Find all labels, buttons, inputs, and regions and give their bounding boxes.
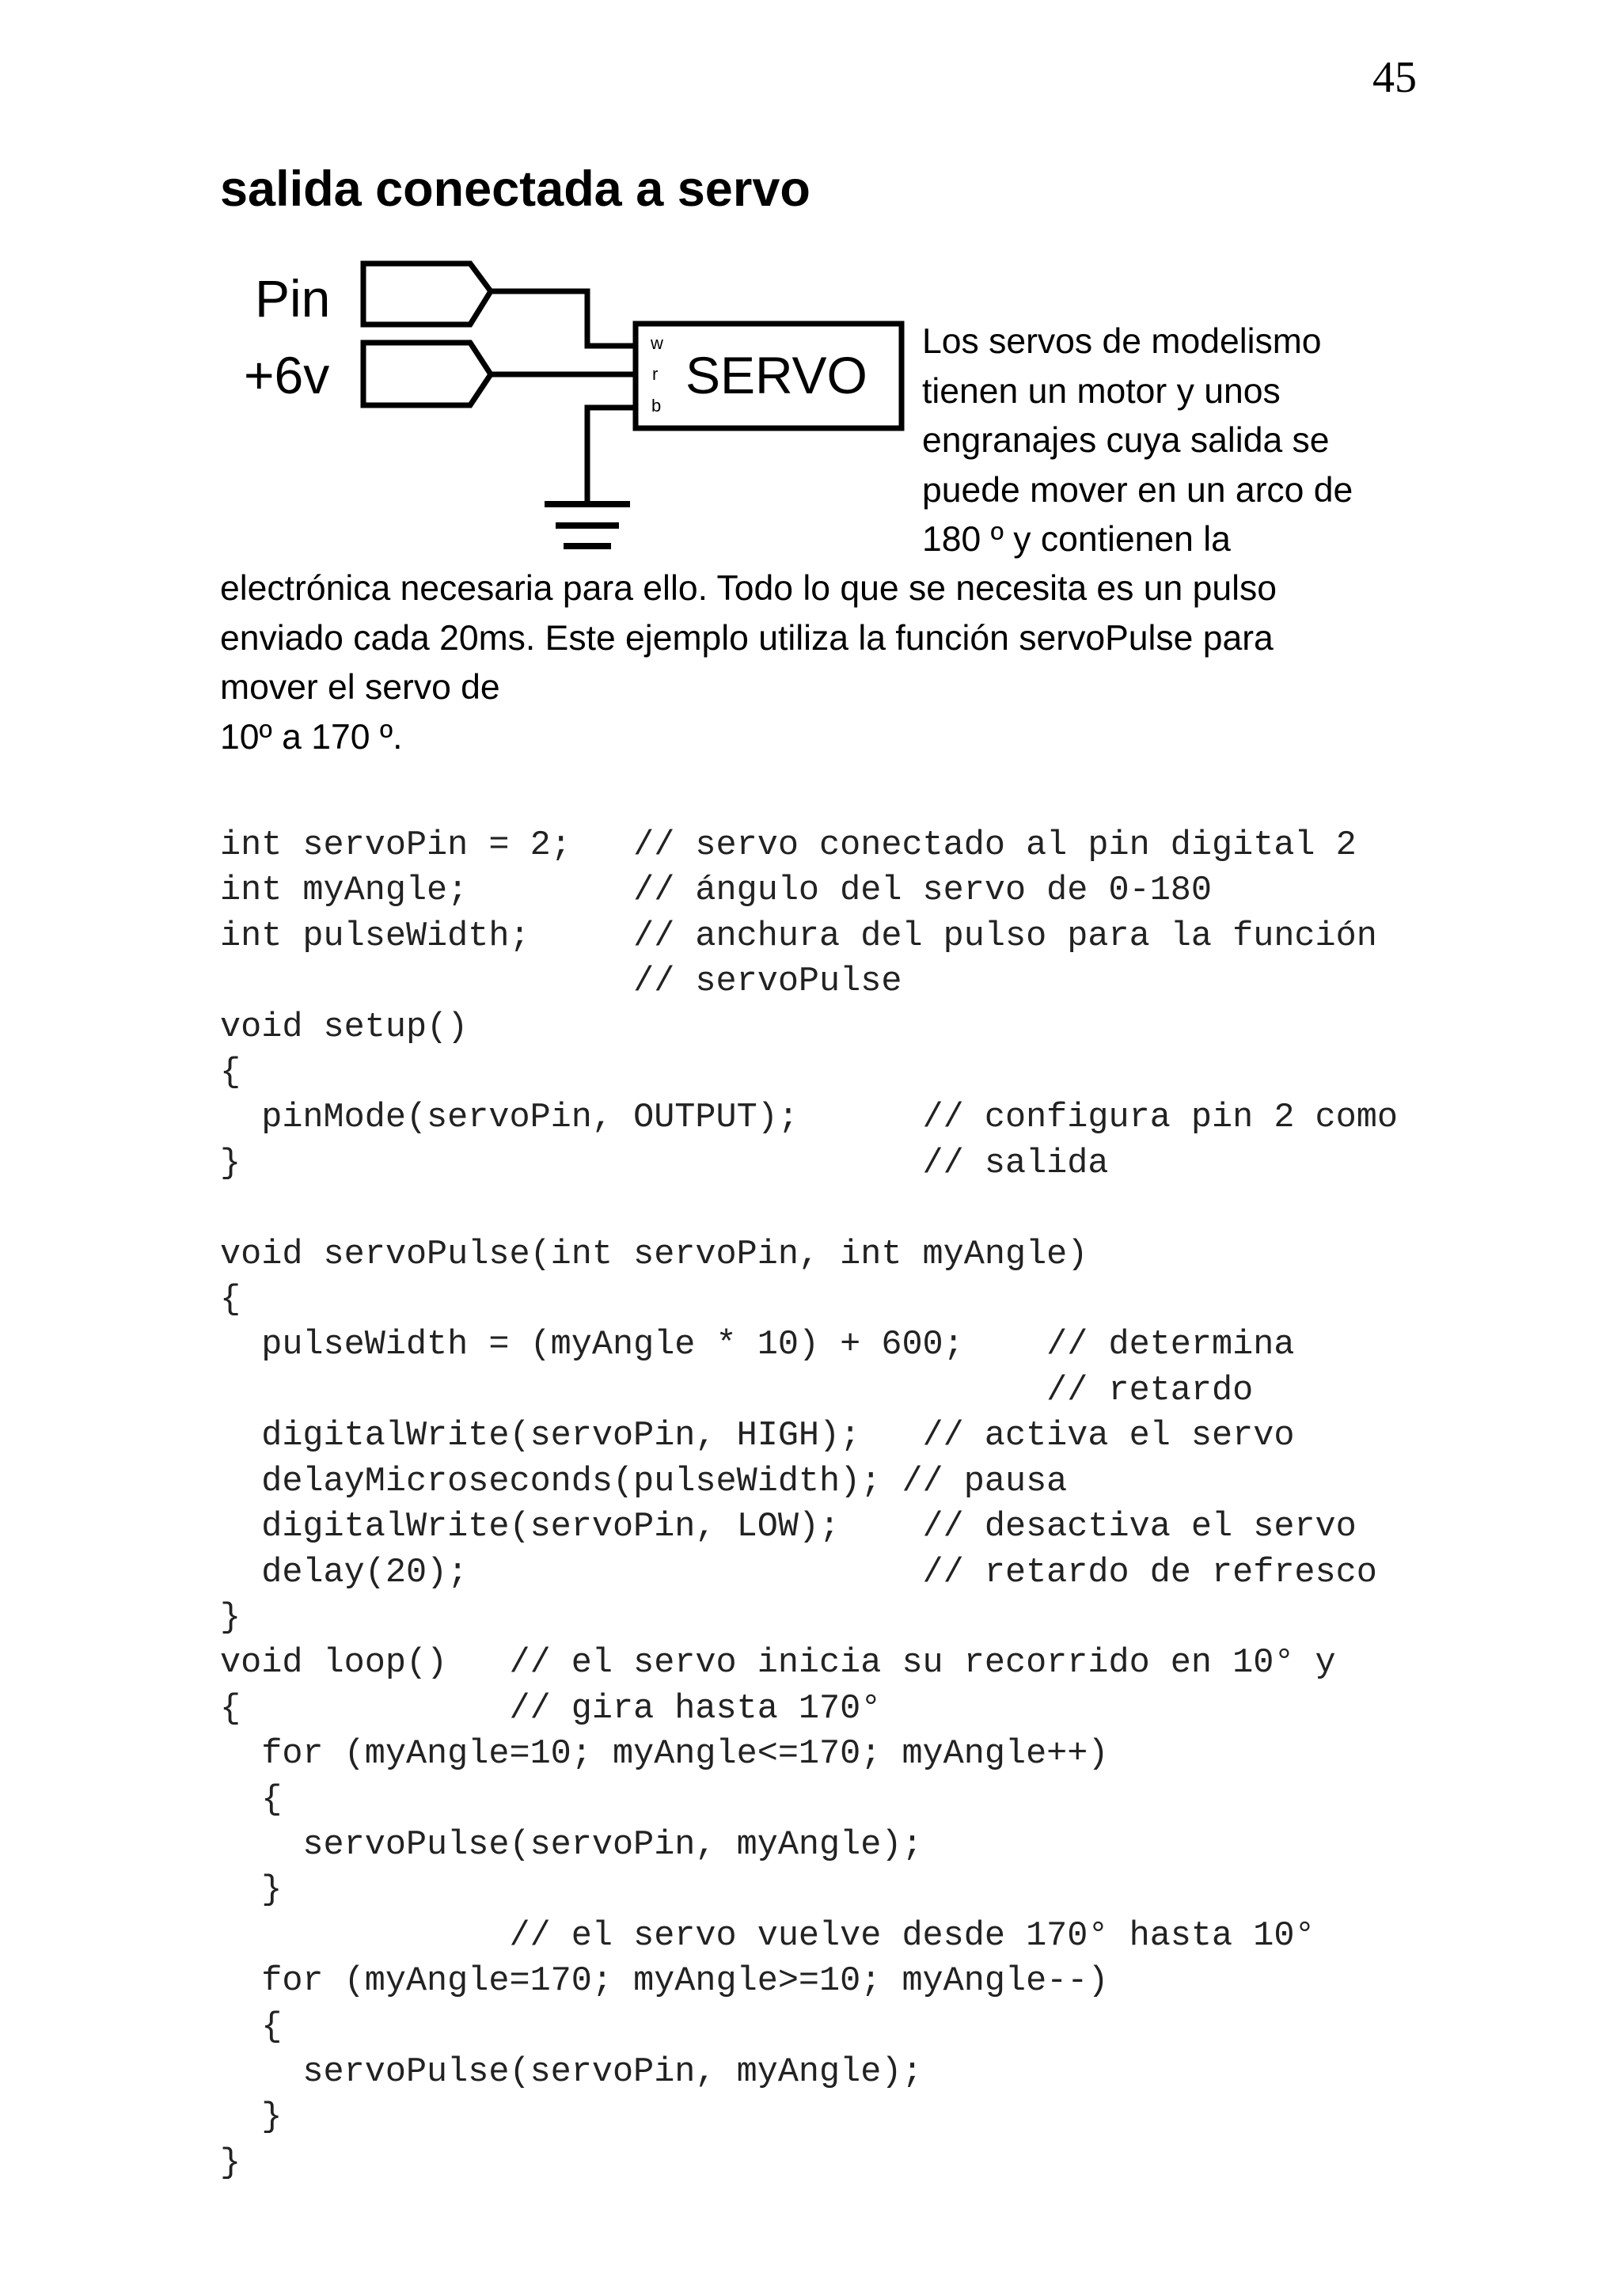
code-line: pulseWidth = (myAngle * 10) + 600; // determina bbox=[220, 1326, 1295, 1365]
code-block bbox=[220, 823, 1398, 2186]
code-line: pinMode(servoPin, OUTPUT); // configura pin 2 como bbox=[220, 1099, 1398, 1138]
code-line: digitalWrite(servoPin, HIGH); // activa el servo bbox=[220, 1417, 1295, 1456]
code-line: } bbox=[220, 1598, 241, 1638]
intro-line: 180 º y contienen la bbox=[922, 520, 1231, 559]
code-line: void setup() bbox=[220, 1008, 469, 1047]
pin-connector-shape bbox=[363, 264, 491, 324]
wire-label-r: r bbox=[652, 364, 659, 384]
code-line: } bbox=[220, 1871, 283, 1911]
wire-label-w: w bbox=[651, 333, 663, 353]
code-line: int servoPin = 2; // servo conectado al pin digital 2 bbox=[220, 826, 1357, 865]
pin-label: Pin bbox=[255, 269, 331, 328]
code-line: // el servo vuelve desde 170° hasta 10° bbox=[220, 1916, 1315, 1956]
intro-line: tienen un motor y unos bbox=[922, 372, 1281, 411]
code-line: int pulseWidth; // anchura del pulso para la función bbox=[220, 917, 1377, 956]
code-line: } bbox=[220, 2098, 283, 2138]
intro-line: puede mover en un arco de bbox=[922, 471, 1353, 510]
code-line: { // gira hasta 170° bbox=[220, 1689, 882, 1729]
code-line: delayMicroseconds(pulseWidth); // pausa bbox=[220, 1462, 1068, 1501]
intro-line: Los servos de modelismo bbox=[922, 322, 1322, 361]
ground-wire bbox=[587, 408, 636, 503]
code-line: } bbox=[220, 2143, 241, 2183]
code-line: } // salida bbox=[220, 1144, 1109, 1183]
code-line: // retardo bbox=[220, 1371, 1254, 1410]
code-line: for (myAngle=170; myAngle>=10; myAngle--) bbox=[220, 1962, 1109, 2002]
wire-label-b: b bbox=[651, 396, 662, 416]
code-line: // servoPulse bbox=[220, 962, 902, 1002]
code-line: void loop() // el servo inicia su recorrido en 10° y bbox=[220, 1644, 1336, 1683]
code-line: void servoPulse(int servoPin, int myAngle) bbox=[220, 1235, 1088, 1274]
code-line: { bbox=[220, 1281, 241, 1320]
code-line: int myAngle; // ángulo del servo de 0-180 bbox=[220, 871, 1213, 911]
page-number: 45 bbox=[1372, 53, 1417, 102]
supply-label: +6v bbox=[244, 346, 330, 404]
code-line: for (myAngle=10; myAngle<=170; myAngle++) bbox=[220, 1735, 1109, 1774]
servo-label: SERVO bbox=[685, 346, 867, 404]
servo-wiring-diagram bbox=[0, 0, 950, 570]
supply-connector-shape bbox=[363, 343, 491, 405]
intro-line: electrónica necesaria para ello. Todo lo que se necesita es un pulso bbox=[220, 569, 1277, 608]
code-line: { bbox=[220, 1780, 283, 1820]
code-line: digitalWrite(servoPin, LOW); // desactiva el servo bbox=[220, 1508, 1357, 1547]
intro-line: 10º a 170 º. bbox=[220, 718, 403, 757]
code-line: { bbox=[220, 2007, 283, 2047]
code-line: delay(20); // retardo de refresco bbox=[220, 1553, 1377, 1592]
intro-line: engranajes cuya salida se bbox=[922, 421, 1330, 460]
pin-wire bbox=[491, 291, 636, 346]
code-line: servoPulse(servoPin, myAngle); bbox=[220, 1825, 923, 1865]
code-line: servoPulse(servoPin, myAngle); bbox=[220, 2052, 923, 2092]
intro-line: enviado cada 20ms. Este ejemplo utiliza la función servoPulse para bbox=[220, 619, 1274, 658]
page-title: salida conectada a servo bbox=[220, 161, 810, 217]
code-line: { bbox=[220, 1053, 241, 1093]
intro-line: mover el servo de bbox=[220, 668, 500, 707]
